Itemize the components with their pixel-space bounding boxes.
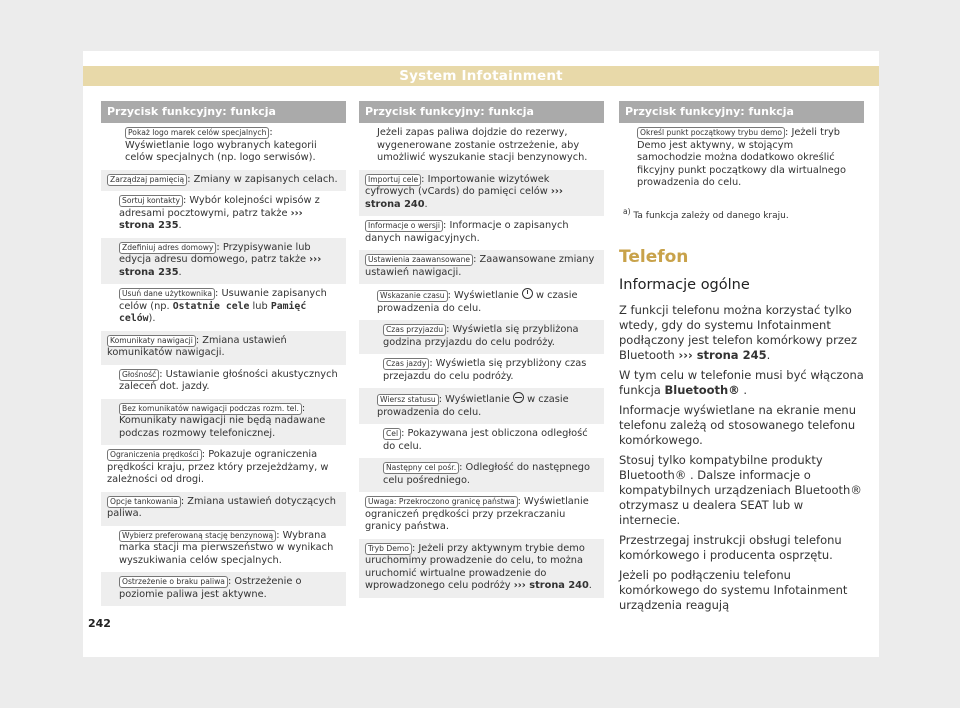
function-key: Głośność	[119, 369, 159, 381]
menu-term: Pamięć celów	[119, 300, 307, 324]
function-key: Następny cel pośr.	[383, 462, 459, 474]
table-row: Głośność : Ustawianie głośności akustycznych zaleceń dot. jazdy.	[119, 368, 338, 392]
function-key: Sortuj kontakty	[119, 195, 183, 207]
section-title: Telefon	[619, 246, 689, 267]
table-row: Zarządzaj pamięcią : Zmiany w zapisanych celach.	[101, 170, 346, 192]
table-row: Bez komunikatów nawigacji podczas rozm. tel. : Komunikaty nawigacji nie będą nadawane podczas rozmowy telefonicznej.	[101, 399, 346, 446]
table-row: Komunikaty nawigacji : Zmiana ustawień komunikatów nawigacji.	[101, 331, 346, 365]
function-key: Ostrzeżenie o braku paliwa	[119, 576, 228, 588]
column-1-table	[101, 101, 346, 606]
page-header	[83, 66, 879, 86]
table-row: Sortuj kontakty : Wybór kolejności wpisów z adresami pocztowymi, patrz także ››› strona 235.	[119, 195, 320, 231]
table-row: Czas jazdy : Wyświetla się przybliżony czas przejazdu do celu podróży.	[383, 358, 587, 382]
table-row: Zdefiniuj adres domowy : Przypisywanie lub edycja adresu domowego, patrz także ››› strona 235.	[101, 238, 346, 285]
function-key: Opcje tankowania	[107, 496, 181, 508]
paragraph: Przestrzegaj instrukcji obsługi telefonu komórkowego i producenta osprzętu.	[619, 532, 842, 562]
function-key: Uwaga: Przekroczono granicę państwa	[365, 496, 518, 508]
column-2-table	[359, 101, 604, 598]
function-key: Importuj cele	[365, 174, 421, 186]
table-row: Następny cel pośr. : Odległość do następnego celu pośredniego.	[359, 458, 604, 492]
table-row: Tryb Demo : Jeżeli przy aktywnym trybie demo uruchomimy prowadzenie do celu, to można uruchomić wirtualne prowadzenie do wprowadzonego celu podróży ››› strona 240.	[359, 539, 604, 598]
function-key: Cel	[383, 428, 401, 440]
header-title: System Infotainment	[399, 68, 563, 84]
page-number: 242	[88, 617, 111, 630]
function-key: Wybierz preferowaną stację benzynową	[119, 530, 276, 542]
function-key: Ograniczenia prędkości	[107, 449, 202, 461]
table-row: Ograniczenia prędkości : Pokazuje ograniczenia prędkości kraju, przez który przejeżdżamy, w zależności od drogi.	[107, 449, 329, 485]
paragraph: W tym celu w telefonie musi być włączona funkcja Bluetooth® .	[619, 367, 864, 397]
table-row: Ostrzeżenie o braku paliwa : Ostrzeżenie o poziomie paliwa jest aktywne.	[101, 572, 346, 606]
table-row: Usuń dane użytkownika : Usuwanie zapisanych celów (np. Ostatnie cele lub Pamięć celów).	[119, 288, 327, 324]
function-key: Komunikaty nawigacji	[107, 335, 196, 347]
paragraph: Jeżeli po podłączeniu telefonu komórkowego do systemu Infotainment urządzenia reagują	[619, 567, 848, 612]
subsection-title: Informacje ogólne	[619, 276, 750, 293]
table-row: Informacje o wersji : Informacje o zapisanych danych nawigacyjnych.	[365, 220, 569, 244]
page-reference: ››› strona 240	[365, 186, 563, 210]
function-key: Tryb Demo	[365, 543, 412, 555]
function-key: Wiersz statusu	[377, 394, 439, 406]
manual-page	[83, 51, 879, 657]
table-row: Wybierz preferowaną stację benzynową : Wybrana marka stacji ma pierwszeństwo w wynikach wyszukiwania celów specjalnych.	[119, 529, 334, 566]
function-key: Informacje o wersji	[365, 220, 443, 232]
page-reference: ››› strona 240	[513, 580, 589, 591]
function-key: Określ punkt początkowy trybu demo	[637, 127, 785, 139]
page-reference: ››› strona 235	[119, 207, 303, 231]
clock-icon	[522, 288, 533, 299]
paragraph: Informacje wyświetlane na ekranie menu telefonu zależą od stosowanego telefonu komórkowego.	[619, 402, 857, 447]
table-row: Uwaga: Przekroczono granicę państwa : Wyświetlanie ograniczeń prędkości przy przekraczaniu granicy państwa.	[365, 496, 589, 532]
column-3	[619, 101, 864, 613]
table-header: Przycisk funkcyjny: funkcja	[101, 101, 346, 123]
table-row: Wiersz statusu : Wyświetlanie w czasie prowadzenia do celu.	[359, 388, 604, 424]
table-row: Opcje tankowania : Zmiana ustawień dotyczących paliwa.	[101, 492, 346, 526]
function-key: Bez komunikatów nawigacji podczas rozm. tel.	[119, 403, 302, 415]
table-row: Określ punkt początkowy trybu demo : Jeżeli tryb Demo jest aktywny, w stojącym samochodzie można dodatkowo określić fikcyjny punkt początkowy dla wirtualnego prowadzenia do celu.	[637, 127, 847, 188]
footnote: $^{a)}$ Ta funkcja zależy od danego kraju.	[623, 206, 789, 221]
paragraph: Stosuj tylko kompatybilne produkty Bluetooth® . Dalsze informacje o kompatybilnych urządzeniach Bluetooth® otrzymasz u dealera SEAT lub w internecie.	[619, 452, 862, 527]
flag-icon	[513, 392, 524, 403]
table-header: Przycisk funkcyjny: funkcja	[619, 101, 864, 123]
table-row: Jeżeli zapas paliwa dojdzie do rezerwy, wygenerowane zostanie ostrzeżenie, aby umożliwić wyszukanie stacji benzynowych.	[377, 127, 588, 163]
function-key: Czas jazdy	[383, 358, 429, 370]
menu-term: Ostatnie cele	[172, 300, 250, 312]
function-key: Pokaż logo marek celów specjalnych	[125, 127, 269, 139]
table-header: Przycisk funkcyjny: funkcja	[359, 101, 604, 123]
table-row: Czas przyjazdu : Wyświetla się przybliżona godzina przyjazdu do celu podróży.	[359, 320, 604, 354]
table-row: Ustawienia zaawansowane : Zaawansowane zmiany ustawień nawigacji.	[359, 250, 604, 284]
function-key: Usuń dane użytkownika	[119, 288, 215, 300]
table-row: Pokaż logo marek celów specjalnych : Wyświetlanie logo wybranych kategorii celów specjalnych (np. logo serwisów).	[125, 127, 317, 163]
table-row: Importuj cele : Importowanie wizytówek cyfrowych (vCards) do pamięci celów ››› strona 240.	[359, 170, 604, 217]
function-key: Ustawienia zaawansowane	[365, 254, 473, 266]
function-key: Wskazanie czasu	[377, 290, 448, 302]
table-row: Cel : Pokazywana jest obliczona odległość do celu.	[383, 428, 588, 452]
function-key: Zarządzaj pamięcią	[107, 174, 187, 186]
function-key: Zdefiniuj adres domowy	[119, 242, 216, 254]
page-reference: ››› strona 245	[678, 347, 767, 362]
page-reference: ››› strona 235	[119, 254, 322, 278]
paragraph: Z funkcji telefonu można korzystać tylko wtedy, gdy do systemu Infotainment podłączony jest telefon komórkowy przez Bluetooth ››› strona 245.	[619, 302, 857, 362]
function-key: Czas przyjazdu	[383, 324, 446, 336]
table-row: Wskazanie czasu : Wyświetlanie w czasie prowadzenia do celu.	[377, 290, 578, 314]
